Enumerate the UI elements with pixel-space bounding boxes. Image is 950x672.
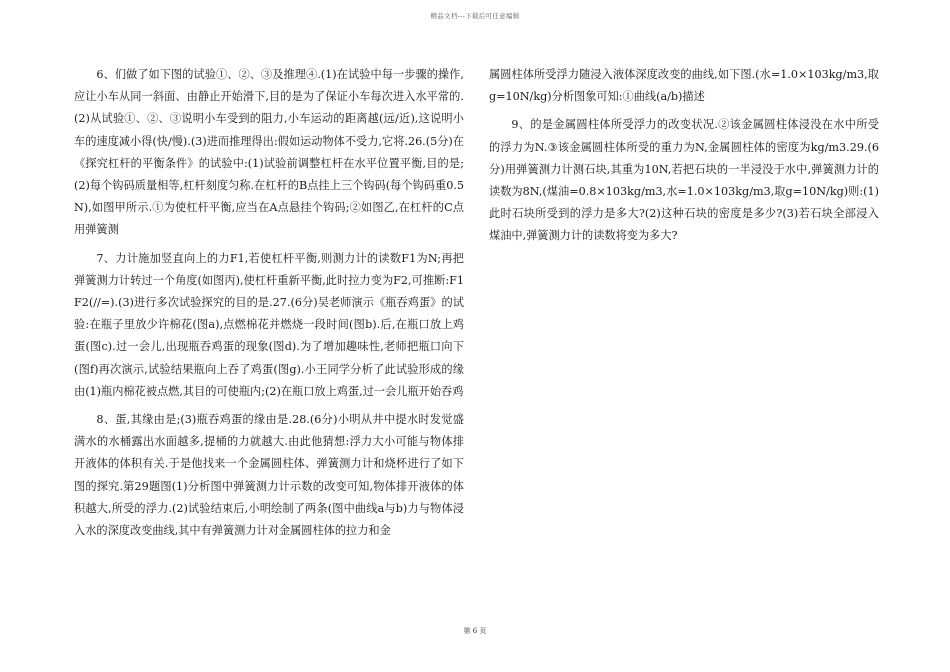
paragraph-9: 9、的是金属圆柱体所受浮力的改变状况.②该金属圆柱体浸没在水中所受的浮力为N.③该金属圆柱体所受的重力为N,金属圆柱体的密度为kg/m3.29.(6分)用弹簧测力计测石块,其重为10N,若把石块的一半浸没于水中,弹簧测力计的读数为8N,(煤油=0.8×103kg/m3,水=1.0×103kg/m3,取g=10N/kg)则:(1)此时石块所受到的浮力是多大?(2)这种石块的密度是多少?(3)若石块全部浸入煤油中,弹簧测力计的读数将变为多大? [489,118,879,243]
paragraph-8: 8、蛋,其缘由是;(3)瓶吞鸡蛋的缘由是.28.(6分)小明从井中提水时发觉盛满水的水桶露出水面越多,提桶的力就越大.由此他猜想:浮力大小可能与物体排开液体的体积有关.于是他找来一个金属圆柱体、弹簧测力计和烧杯进行了如下图的探究.第29题图(1)分析图中弹簧测力计示数的改变可知,物体排开液体的体积越大,所受的浮力.(2)试验结束后,小明绘制了两条(图中曲线a与b)力与物体浸入水的深度改变曲线,其中有弹簧测力计对金属圆柱体的拉力和金 [74,413,464,538]
left-column [74,64,464,548]
paragraph-continuation: 属圆柱体所受浮力随浸入液体深度改变的曲线,如下图.(水=1.0×103kg/m3,取g=10N/kg)分析图象可知:①曲线(a/b)描述 [489,68,879,104]
paragraph-7: 7、力计施加竖直向上的力F1,若使杠杆平衡,则测力计的读数F1为N;再把弹簧测力计转过一个角度(如图丙),使杠杆重新平衡,此时拉力变为F2,可推断:F1F2(//=).(3)进行多次试验探究的目的是.27.(6分)吴老师演示《瓶吞鸡蛋》的试验:在瓶子里放少许棉花(图a),点燃棉花并燃烧一段时间(图b).后,在瓶口放上鸡蛋(图c).过一会儿,出现瓶吞鸡蛋的现象(图d).为了增加趣味性,老师把瓶口向下(图f)再次演示,试验结果瓶向上吞了鸡蛋(图g).小王同学分析了此试验形成的缘由(1)瓶内棉花被点燃,其目的可使瓶内;(2)在瓶口放上鸡蛋,过一会儿瓶开始吞鸡 [74,251,464,398]
page-header: 精品文档---下载后可任意编辑 [430,12,520,20]
paragraph-6: 6、们做了如下图的试验①、②、③及推理④.(1)在试验中每一步骤的操作,应让小车从同一斜面、由静止开始滑下,目的是为了保证小车每次进入水平常的.(2)从试验①、②、③说明小车受到的阻力,小车运动的距离越(远/近),这说明小车的速度减小得(快/慢).(3)进而推理得出:假如运动物体不受力,它将.26.(5分)在《探究杠杆的平衡条件》的试验中:(1)试验前调整杠杆在水平位置平衡,目的是;(2)每个钩码质量相等,杠杆刻度匀称.在杠杆的B点挂上三个钩码(每个钩码重0.5N),如图甲所示.①为使杠杆平衡,应当在A点悬挂个钩码;②如图乙,在杠杆的C点用弹簧测 [74,68,464,237]
page-number: 第 6 页 [463,627,487,635]
right-column [489,64,879,254]
